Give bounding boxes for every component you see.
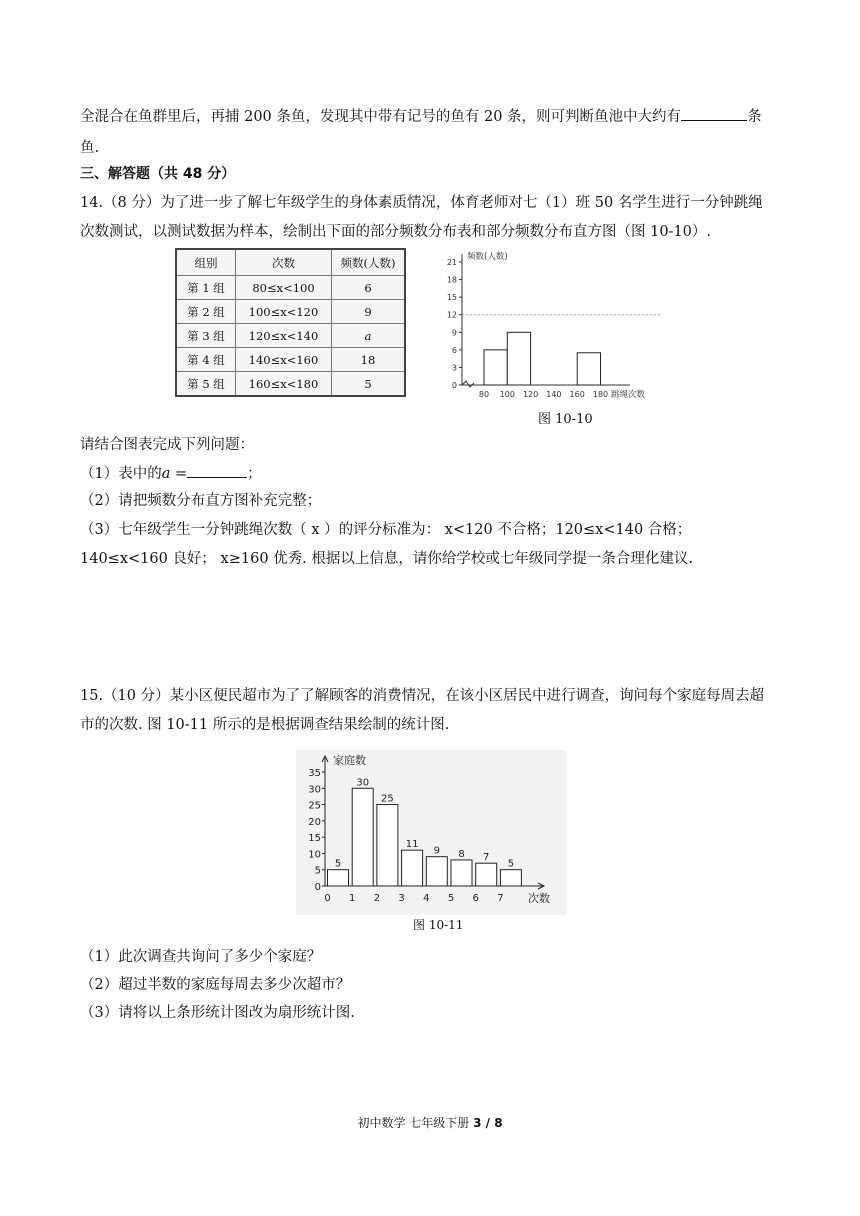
table-cell: 160≤x<180: [236, 372, 332, 397]
section-title: 三、解答题（共 48 分）: [80, 166, 236, 182]
table-cell: 第 4 组: [176, 348, 236, 372]
q15-sub-3: （3）请将以上条形统计图改为扇形统计图.: [80, 1005, 355, 1021]
table-cell: a: [332, 324, 406, 348]
x-tick-label: 180: [592, 390, 609, 399]
table-cell: 9: [332, 300, 406, 324]
y-tick-label: 30: [308, 784, 321, 796]
x-tick-label: 0: [324, 893, 331, 904]
q14-line-2: 次数测试，以测试数据为样本，绘制出下面的部分频数分布表和部分频数分布直方图（图 10-10）.: [80, 224, 712, 240]
y-tick-label: 10: [308, 849, 321, 861]
y-tick-label: 35: [308, 768, 321, 779]
bar-value-label: 5: [334, 858, 342, 870]
bar-value-label: 7: [483, 852, 490, 864]
q14-sub-3b: 140≤x<160 良好； x≥160 优秀. 根据以上信息，请你给学校或七年级同学提一条合理化建议.: [80, 551, 693, 567]
table-row: [176, 348, 405, 372]
q15-sub-2: （2）超过半数的家庭每周去多少次超市？: [80, 977, 351, 993]
histogram-bar: [577, 353, 600, 385]
q14-sub-1-end: ；: [247, 466, 262, 482]
table-header: 组别: [176, 249, 236, 276]
q14-sub-2: （2）请把频数分布直方图补充完整；: [80, 493, 322, 509]
table-row: [176, 324, 405, 348]
q15-sub-1: （1）此次调查共询问了多少个家庭？: [80, 949, 322, 965]
bar: [402, 850, 423, 886]
bar-value-label: 11: [405, 839, 419, 851]
x-tick-label: 3: [398, 893, 405, 904]
q14-sub-1-text: （1）表中的: [80, 466, 162, 482]
bar-chart: [296, 750, 566, 915]
bar-value-label: 25: [381, 793, 394, 805]
x-tick-label: 4: [423, 893, 430, 904]
bar: [500, 870, 521, 886]
footer-text: 初中数学 七年级下册: [357, 1116, 470, 1130]
y-tick-label: 9: [451, 328, 457, 338]
y-tick-label: 15: [446, 293, 457, 303]
bar: [377, 805, 398, 886]
x-tick-label: 2: [373, 893, 381, 904]
q14-sub-1-var: a: [161, 466, 171, 482]
bar: [451, 860, 472, 886]
table-cell: 第 3 组: [176, 324, 236, 348]
bar: [476, 863, 497, 886]
histogram-chart: [440, 244, 670, 404]
table-cell: 100≤x<120: [236, 300, 332, 324]
table-header: 次数: [236, 249, 332, 276]
x-axis-label: 次数: [528, 892, 550, 905]
intro-line-1-text: 全混合在鱼群里后，再捕 200 条鱼，发现其中带有记号的鱼有 20 条，则可判断鱼池中大约有: [80, 109, 682, 125]
x-tick-label: 100: [499, 390, 515, 399]
x-axis-label: 跳绳次数: [611, 390, 646, 400]
table-row: [176, 372, 405, 397]
page-footer: [0, 1114, 860, 1131]
q14-line-1: 14.（8 分）为了进一步了解七年级学生的身体素质情况，体育老师对七（1）班 50 名学生进行一分钟跳绳: [80, 195, 763, 211]
q14-sub-1: [80, 463, 262, 484]
q14-sub-3a: （3）七年级学生一分钟跳绳次数（ x ）的评分标准为： x<120 不合格；120≤x<140 合格；: [80, 522, 692, 538]
table-cell: 18: [332, 348, 406, 372]
bar: [426, 857, 447, 886]
bar-value-label: 8: [458, 848, 465, 860]
y-tick-label: 21: [446, 258, 457, 267]
x-tick-label: 5: [447, 893, 455, 904]
x-tick-label: 6: [472, 893, 479, 904]
table-header-row: [176, 249, 405, 276]
y-tick-label: 6: [451, 345, 457, 355]
x-tick-label: 120: [522, 390, 539, 399]
figure-caption-10-10: 图 10-10: [538, 412, 593, 427]
y-tick-label: 15: [308, 833, 321, 845]
y-tick-label: 0: [314, 882, 321, 893]
y-tick-label: 25: [308, 800, 321, 812]
bar-value-label: 5: [507, 858, 515, 870]
x-tick-label: 1: [349, 893, 356, 904]
chart-background: [296, 750, 566, 915]
y-tick-label: 12: [446, 310, 457, 320]
q14-sub-1-eq: =: [170, 466, 188, 482]
bar-value-label: 9: [433, 845, 440, 857]
axis-break-icon: [462, 381, 474, 387]
y-axis-label: 频数(人数): [467, 252, 508, 262]
histogram-bar: [507, 332, 530, 385]
bar: [328, 870, 349, 886]
bar-value-label: 30: [356, 777, 370, 789]
table-cell: 第 1 组: [176, 276, 236, 300]
q14-prompt: 请结合图表完成下列问题：: [80, 437, 254, 453]
bar: [352, 788, 373, 886]
y-tick-label: 0: [451, 381, 457, 390]
x-tick-label: 80: [478, 390, 490, 399]
answer-blank: [681, 106, 747, 121]
y-tick-label: 5: [314, 865, 321, 877]
intro-line-1: [80, 106, 762, 127]
q15-line-2: 市的次数. 图 10-11 所示的是根据调查结果绘制的统计图.: [80, 717, 450, 733]
x-tick-label: 160: [569, 390, 585, 399]
y-tick-label: 18: [446, 275, 457, 285]
table-cell: 6: [332, 276, 406, 300]
y-tick-label: 3: [451, 363, 457, 373]
intro-line-2: 鱼.: [80, 140, 100, 156]
table-cell: 80≤x<100: [236, 276, 332, 300]
table-cell: 5: [332, 372, 406, 397]
intro-line-1-end: 条: [747, 109, 762, 125]
table-row: [176, 300, 405, 324]
x-tick-label: 7: [497, 893, 504, 904]
y-axis-label: 家庭数: [333, 754, 366, 767]
answer-blank: [187, 463, 247, 478]
frequency-table: [175, 248, 406, 397]
q15-line-1: 15.（10 分）某小区便民超市为了了解顾客的消费情况，在该小区居民中进行调查，询问每个家庭每周去超: [80, 688, 765, 704]
table-header: 频数(人数): [332, 249, 406, 276]
figure-caption-10-11: 图 10-11: [413, 918, 464, 932]
table-cell: 第 2 组: [176, 300, 236, 324]
table-cell: 140≤x<160: [236, 348, 332, 372]
y-tick-label: 20: [308, 816, 321, 828]
x-tick-label: 140: [546, 390, 562, 399]
table-cell: 第 5 组: [176, 372, 236, 397]
table-cell: 120≤x<140: [236, 324, 332, 348]
table-row: [176, 276, 405, 300]
histogram-bar: [484, 350, 507, 385]
page-number: 3 / 8: [473, 1116, 503, 1130]
